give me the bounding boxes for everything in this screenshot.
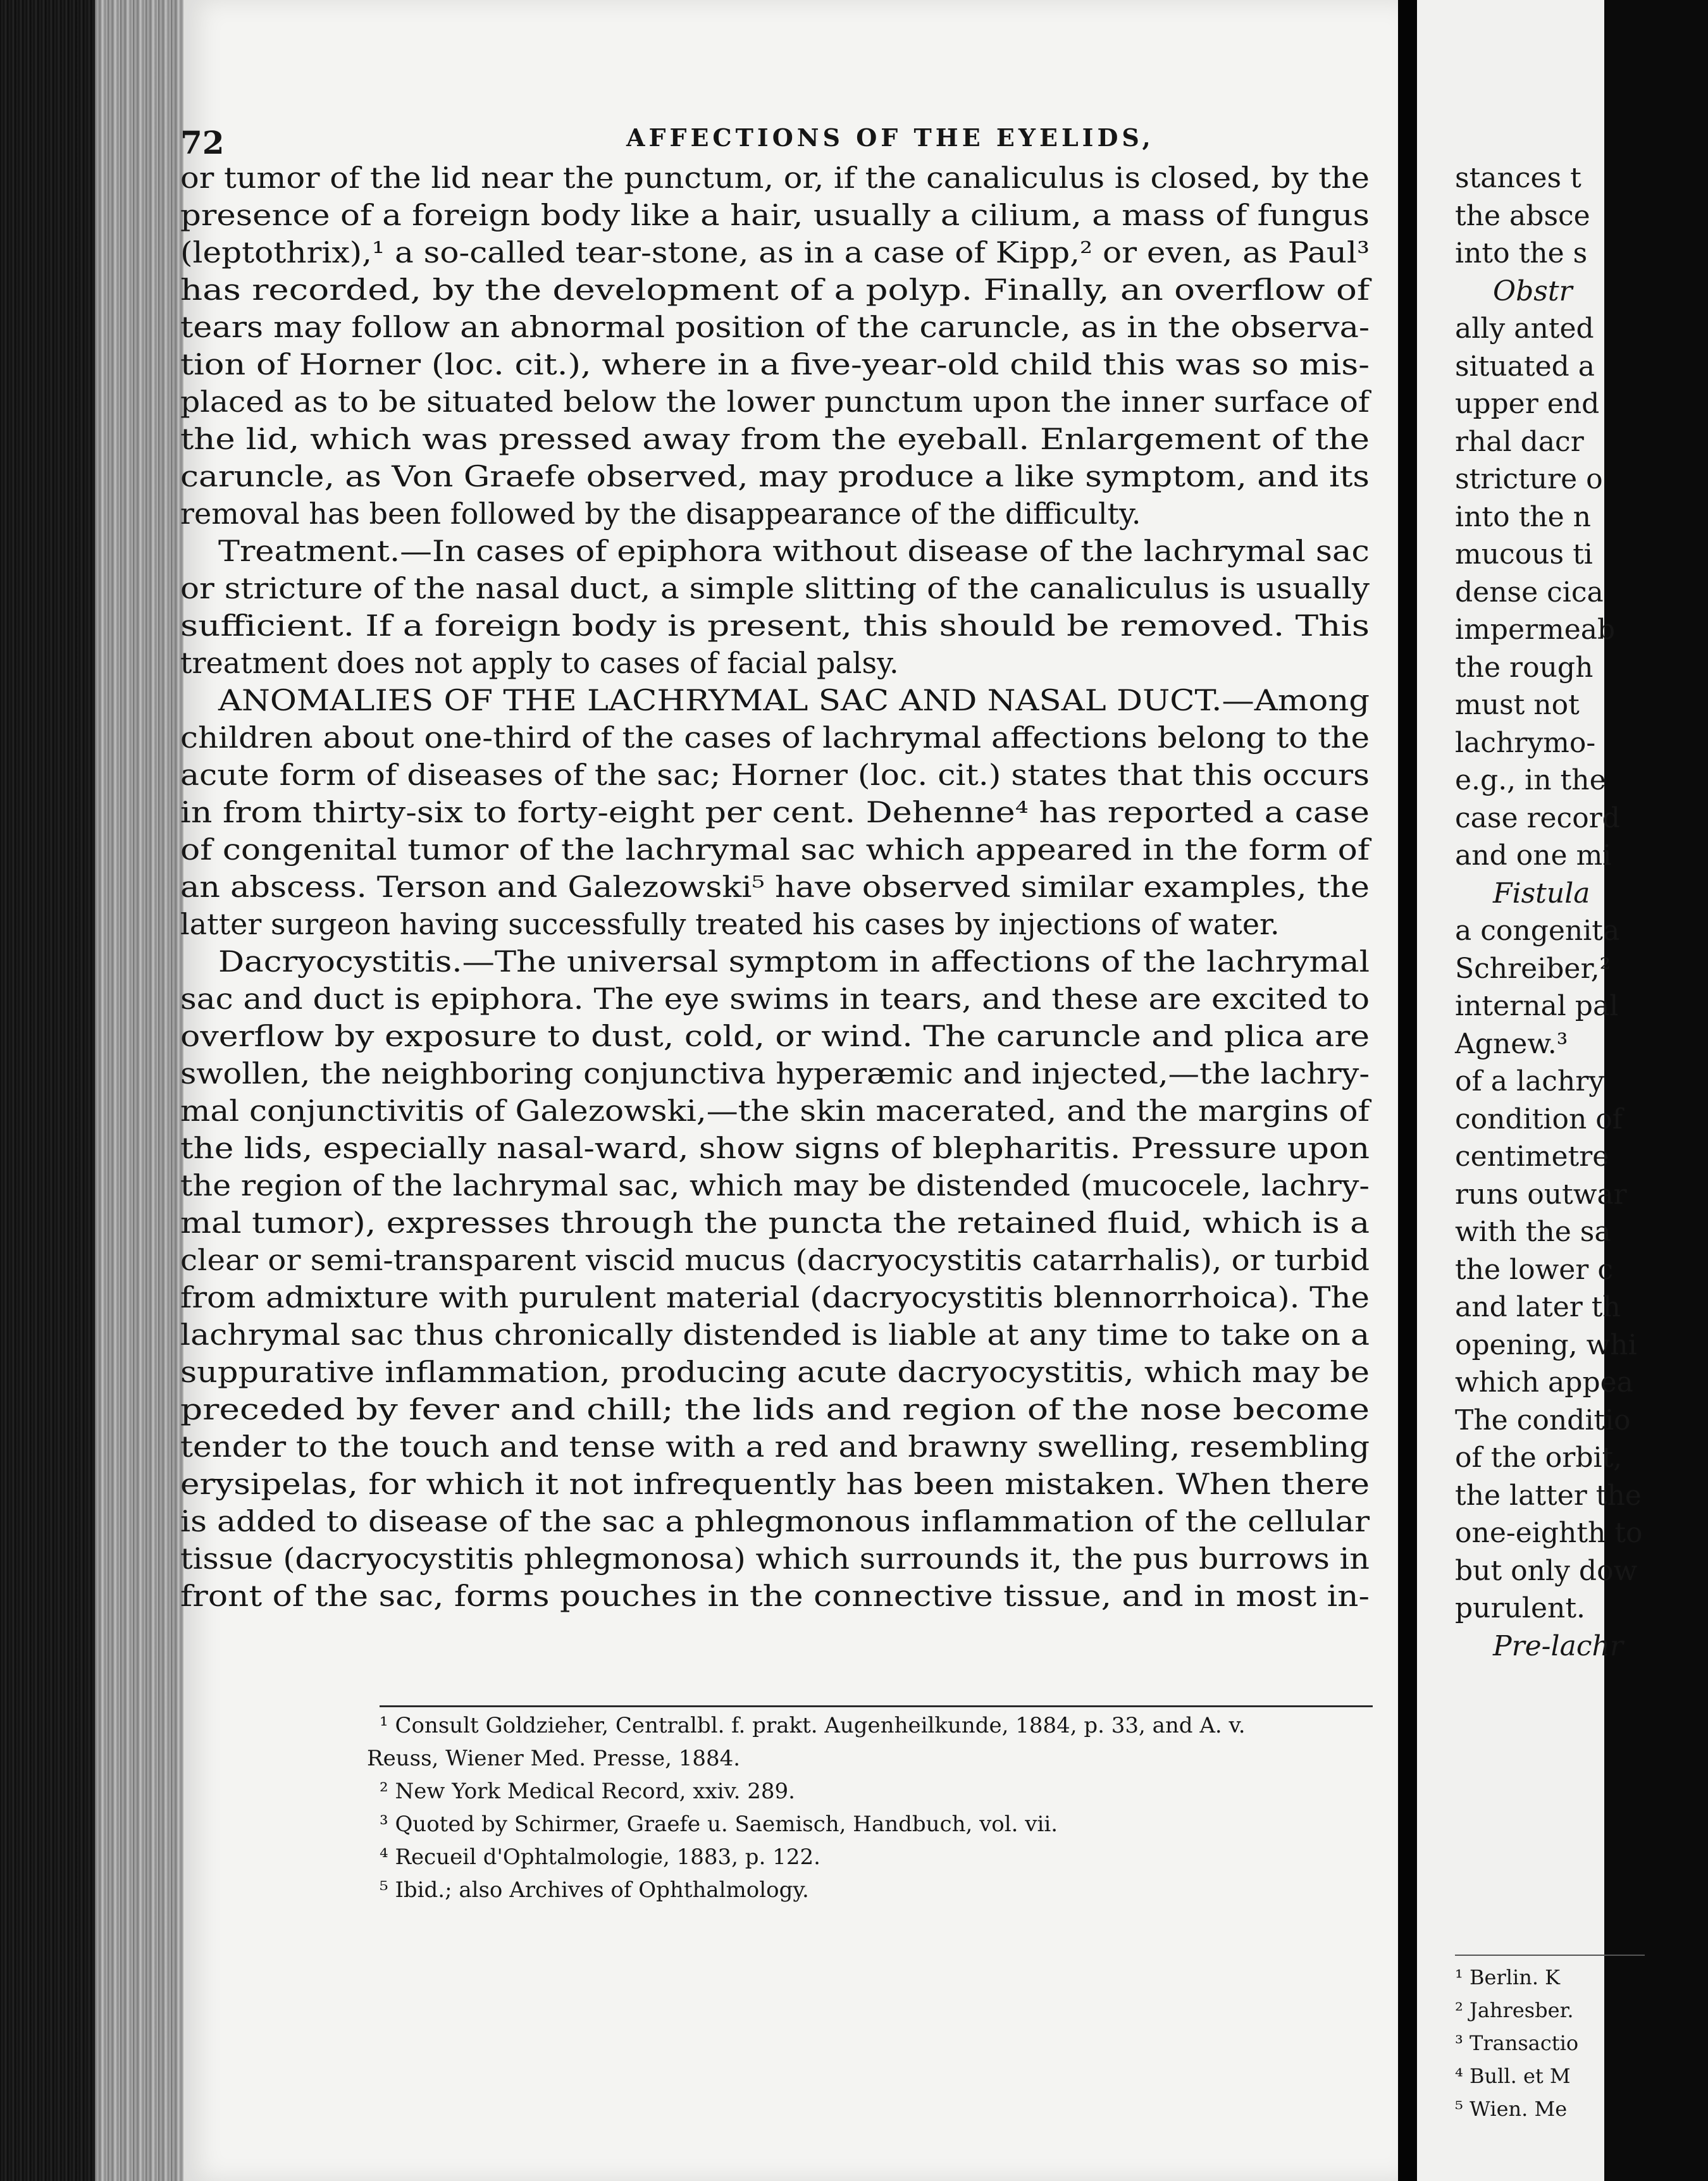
text-line-content: suppurative inflammation, producing acute dacryocystitis, which may be	[180, 1355, 1370, 1389]
right-page-line: lachrymo-	[1455, 726, 1596, 759]
text-line-content: front of the sac, forms pouches in the connective tissue, and in most in-	[180, 1579, 1370, 1613]
text-line	[180, 1167, 1370, 1204]
footnote: ⁴ Recueil d'Ophtalmologie, 1883, p. 122.	[380, 1844, 820, 1870]
footnote: ³ Quoted by Schirmer, Graefe u. Saemisch, Handbuch, vol. vii.	[380, 1812, 1058, 1837]
text-line-content: tears may follow an abnormal position of the caruncle, as in the observa-	[180, 310, 1370, 344]
right-page-footnote: ⁵ Wien. Me	[1455, 2097, 1568, 2121]
right-page-line: upper end	[1455, 388, 1600, 420]
footnote: ² New York Medical Record, xxiv. 289.	[380, 1779, 795, 1804]
text-line	[180, 719, 1370, 757]
right-page-line: must not	[1455, 689, 1580, 721]
text-line	[180, 1503, 1370, 1540]
right-page-line: Obstr	[1493, 275, 1573, 307]
text-line-content: mal tumor), expresses through the puncta the retained fluid, which is a	[180, 1206, 1370, 1240]
text-line-content: or tumor of the lid near the punctum, or, if the canaliculus is closed, by the	[180, 161, 1370, 195]
text-line-content: placed as to be situated below the lower punctum upon the inner surface of	[180, 385, 1370, 419]
text-line-content: mal conjunctivitis of Galezowski,—the skin macerated, and the margins of	[180, 1094, 1370, 1128]
right-page-line: into the s	[1455, 237, 1588, 269]
running-title: AFFECTIONS OF THE EYELIDS,	[626, 123, 1154, 152]
text-line	[180, 234, 1370, 271]
text-line-content: the lids, especially nasal-ward, show signs of blepharitis. Pressure upon	[180, 1131, 1370, 1165]
text-line-content: in from thirty-six to forty-eight per cent. Dehenne⁴ has reported a case	[180, 795, 1370, 829]
text-line	[180, 682, 1370, 719]
text-line-content: Treatment.—In cases of epiphora without disease of the lachrymal sac	[218, 534, 1370, 568]
right-page	[1417, 0, 1643, 2181]
text-line-content: has recorded, by the development of a polyp. Finally, an overflow of	[180, 273, 1370, 307]
text-line-content: from admixture with purulent material (dacryocystitis blennorrhoica). The	[180, 1280, 1370, 1314]
footnote: ¹ Consult Goldzieher, Centralbl. f. prakt. Augenheilkunde, 1884, p. 33, and A. v.	[380, 1713, 1246, 1738]
text-line-content: the region of the lachrymal sac, which may be distended (mucocele, lachry-	[180, 1168, 1370, 1202]
right-page-line: but only dow	[1455, 1554, 1638, 1587]
page-number: 72	[180, 124, 225, 161]
right-page-line: with the sa	[1455, 1216, 1611, 1248]
body-text	[180, 159, 1370, 1615]
right-page-line: Fistula	[1493, 877, 1590, 910]
text-line-content: sufficient. If a foreign body is present, this should be removed. This	[180, 609, 1370, 643]
text-line	[180, 1354, 1370, 1391]
right-page-footnote: ¹ Berlin. K	[1455, 1965, 1561, 1989]
text-line	[180, 1130, 1370, 1167]
right-page-line: e.g., in the	[1455, 764, 1606, 796]
text-line-content: overflow by exposure to dust, cold, or wind. The caruncle and plica are	[180, 1019, 1370, 1053]
footnotes	[367, 1709, 1379, 1906]
text-line	[180, 570, 1370, 607]
text-line-content: of congenital tumor of the lachrymal sac which appeared in the form of	[180, 832, 1370, 867]
text-line	[180, 1578, 1370, 1615]
right-page-line: stances t	[1455, 162, 1581, 194]
text-line	[180, 757, 1370, 794]
text-line	[180, 794, 1370, 831]
text-line-content: preceded by fever and chill; the lids and region of the nose become	[180, 1392, 1370, 1426]
text-line-content: clear or semi-transparent viscid mucus (dacryocystitis catarrhalis), or turbid	[180, 1243, 1370, 1277]
right-page-line: the lower c	[1455, 1253, 1613, 1286]
right-page-line: purulent.	[1455, 1592, 1585, 1624]
right-page-line: Pre-lachr	[1493, 1629, 1623, 1662]
right-page-text	[1455, 159, 1708, 1665]
right-page-line: dense cica	[1455, 576, 1604, 609]
right-page-line: a congenita	[1455, 915, 1620, 947]
text-line-content: erysipelas, for which it not infrequently has been mistaken. When there	[180, 1467, 1370, 1501]
right-page-line: situated a	[1455, 350, 1595, 383]
right-page-line: case record	[1455, 801, 1620, 834]
text-line	[180, 1428, 1370, 1466]
text-line	[180, 1466, 1370, 1503]
text-line-content: ANOMALIES OF THE LACHRYMAL SAC AND NASAL DUCT.—Among	[218, 683, 1370, 717]
text-line-content: or stricture of the nasal duct, a simple slitting of the canaliculus is usually	[180, 571, 1370, 605]
right-page-line: and later th	[1455, 1291, 1621, 1323]
text-line-content: removal has been followed by the disappearance of the difficulty.	[180, 497, 1141, 531]
text-line	[180, 943, 1370, 980]
right-page-line: centimetre	[1455, 1140, 1609, 1173]
text-line	[180, 271, 1370, 309]
text-line	[180, 1279, 1370, 1316]
right-page-footnote: ⁴ Bull. et M	[1455, 2064, 1571, 2088]
book-cover-edge	[0, 0, 101, 2181]
text-line-content: tissue (dacryocystitis phlegmonosa) which surrounds it, the pus burrows in	[180, 1542, 1370, 1576]
text-line	[180, 495, 1370, 533]
text-line	[180, 1204, 1370, 1242]
right-page-line: the latter the	[1455, 1479, 1642, 1512]
text-line	[180, 458, 1370, 495]
text-line-content: (leptothrix),¹ a so-called tear-stone, as in a case of Kipp,² or even, as Paul³	[180, 235, 1370, 269]
right-page-line: The conditio	[1455, 1404, 1631, 1436]
text-line-content: lachrymal sac thus chronically distended is liable at any time to take on a	[180, 1318, 1370, 1352]
right-footnote-rule	[1455, 1955, 1645, 1956]
footnote: Reuss, Wiener Med. Presse, 1884.	[367, 1746, 741, 1771]
right-page-line: impermeab	[1455, 614, 1616, 646]
right-page-line: runs outwar	[1455, 1178, 1627, 1211]
right-page-footnotes	[1455, 1961, 1708, 2125]
text-line	[180, 1391, 1370, 1428]
text-line-content: children about one-third of the cases of lachrymal affections belong to the	[180, 720, 1370, 755]
right-page-line: stricture o	[1455, 463, 1603, 495]
book-gutter	[1398, 0, 1417, 2181]
text-line-content: acute form of diseases of the sac; Horner (loc. cit.) states that this occurs	[180, 758, 1370, 792]
right-page-line: Agnew.³	[1455, 1027, 1568, 1060]
right-page-line: and one mi	[1455, 839, 1612, 872]
right-page-line: ally anted	[1455, 312, 1594, 345]
text-line	[180, 1242, 1370, 1279]
text-line	[180, 607, 1370, 645]
text-line-content: swollen, the neighboring conjunctiva hyperæmic and injected,—the lachry-	[180, 1056, 1370, 1090]
right-page-line: of a lachry	[1455, 1065, 1605, 1097]
text-line	[180, 906, 1370, 943]
right-page-line: one-eighth to	[1455, 1517, 1643, 1549]
text-line-content: caruncle, as Von Graefe observed, may produce a like symptom, and its	[180, 459, 1370, 493]
right-page-line: of the orbit,	[1455, 1442, 1623, 1474]
text-line	[180, 346, 1370, 383]
text-line-content: presence of a foreign body like a hair, usually a cilium, a mass of fungus	[180, 198, 1370, 232]
right-page-line: which appea	[1455, 1366, 1633, 1399]
footnote: ⁵ Ibid.; also Archives of Ophthalmology.	[380, 1877, 809, 1903]
text-line-content: tender to the touch and tense with a red and brawny swelling, resembling	[180, 1430, 1370, 1464]
text-line-content: latter surgeon having successfully treated his cases by injections of water.	[180, 907, 1280, 941]
text-line-content: tion of Horner (loc. cit.), where in a five-year-old child this was so mis-	[180, 347, 1370, 381]
text-line	[180, 645, 1370, 682]
right-page-line: opening, whi	[1455, 1328, 1637, 1361]
text-line	[180, 868, 1370, 906]
footnote-rule	[380, 1705, 1373, 1707]
right-page-line: Schreiber,²	[1455, 952, 1611, 985]
right-page-line: the rough	[1455, 651, 1594, 684]
right-page-line: into the n	[1455, 500, 1591, 533]
text-line	[180, 1018, 1370, 1055]
right-page-line: the absce	[1455, 199, 1590, 232]
text-line	[180, 1055, 1370, 1092]
right-page-line: condition of	[1455, 1103, 1623, 1135]
text-line	[180, 1092, 1370, 1130]
text-line	[180, 159, 1370, 197]
text-line-content: is added to disease of the sac a phlegmonous inflammation of the cellular	[180, 1504, 1370, 1538]
text-line-content: treatment does not apply to cases of facial palsy.	[180, 646, 899, 680]
right-page-line: mucous ti	[1455, 538, 1593, 571]
text-line	[180, 197, 1370, 234]
text-line	[180, 421, 1370, 458]
right-page-line: rhal dacr	[1455, 425, 1584, 458]
right-page-footnote: ³ Transactio	[1455, 2031, 1579, 2055]
text-line	[180, 1540, 1370, 1578]
text-line	[180, 1316, 1370, 1354]
right-page-line: internal pal	[1455, 990, 1619, 1022]
text-line	[180, 383, 1370, 421]
right-page-footnote: ² Jahresber.	[1455, 1998, 1574, 2022]
text-line	[180, 831, 1370, 868]
page-stack-edge	[95, 0, 190, 2181]
text-line	[180, 980, 1370, 1018]
text-line	[180, 309, 1370, 346]
text-line-content: sac and duct is epiphora. The eye swims in tears, and these are excited to	[180, 982, 1370, 1016]
text-line-content: the lid, which was pressed away from the eyeball. Enlargement of the	[180, 422, 1370, 456]
text-line-content: an abscess. Terson and Galezowski⁵ have observed similar examples, the	[180, 870, 1370, 904]
text-line-content: Dacryocystitis.—The universal symptom in affections of the lachrymal	[218, 944, 1370, 979]
text-line	[180, 533, 1370, 570]
